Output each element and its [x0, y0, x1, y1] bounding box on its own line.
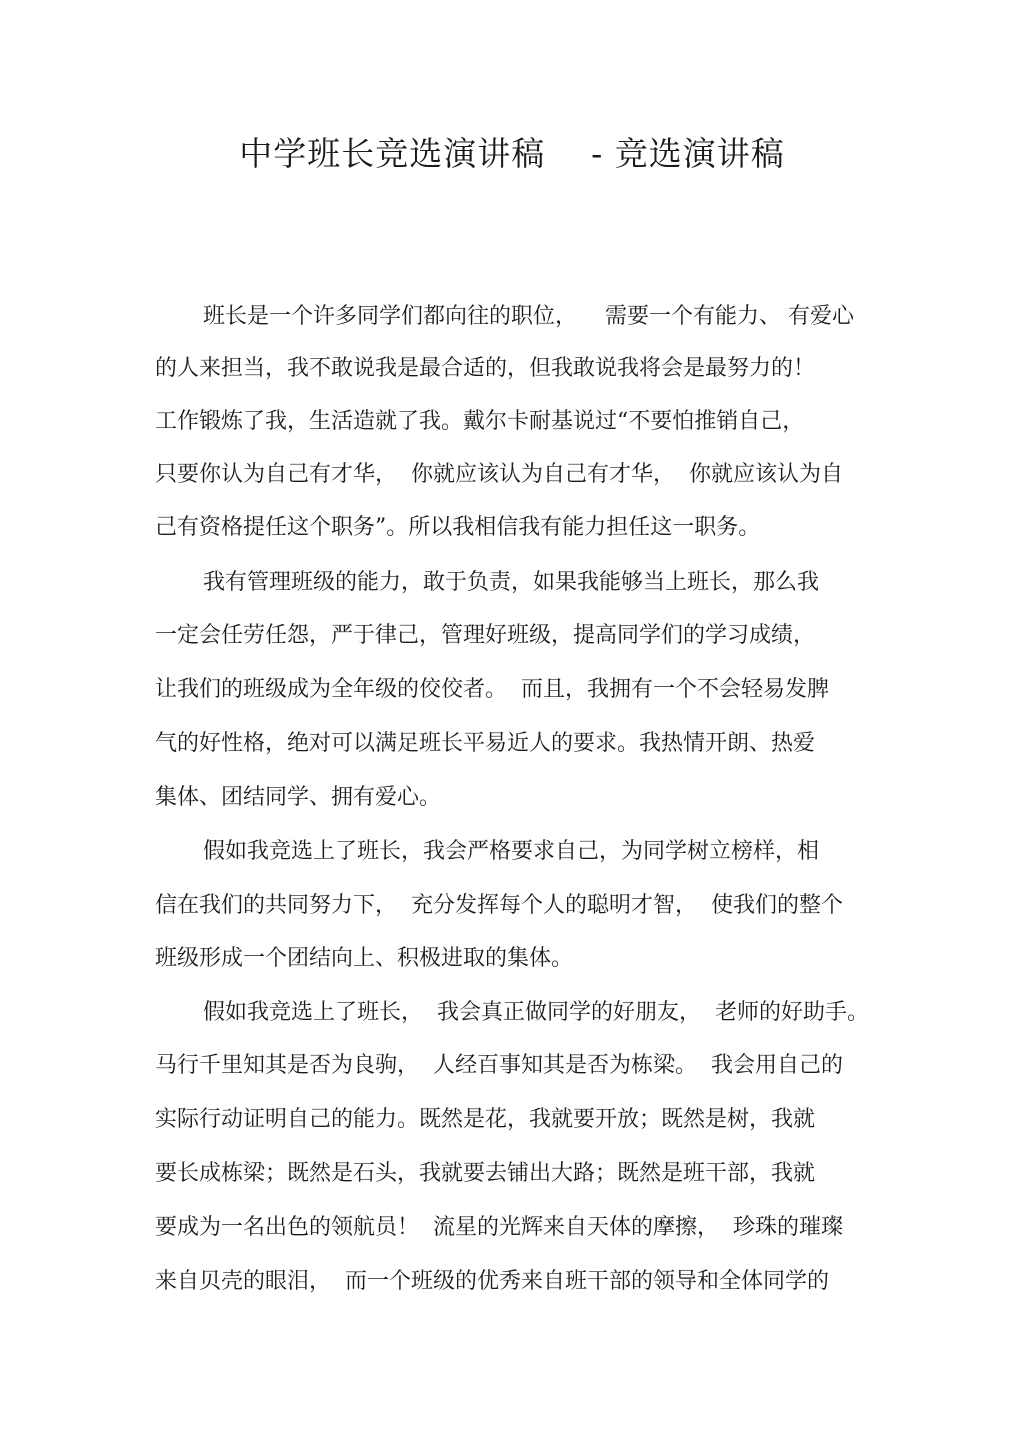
paragraph-2-line-5: 集体、团结同学、拥有爱心。	[155, 785, 442, 810]
document-title: 中学班长竞选演讲稿 - 竞选演讲稿	[239, 134, 785, 173]
paragraph-2-line-4: 气的好性格，绝对可以满足班长平易近人的要求。我热情开朗、热爱	[155, 731, 816, 756]
paragraph-4-line-1: 假如我竞选上了班长， 我会真正做同学的好朋友， 老师的好助手。	[203, 1000, 869, 1025]
paragraph-1-line-1: 班长是一个许多同学们都向往的职位， 需要一个有能力、 有爱心	[203, 304, 854, 329]
paragraph-3-line-1: 假如我竞选上了班长，我会严格要求自己，为同学树立榜样，相	[203, 839, 820, 864]
paragraph-4-line-3: 实际行动证明自己的能力。既然是花，我就要开放；既然是树，我就	[155, 1107, 816, 1132]
paragraph-3-line-2: 信在我们的共同努力下， 充分发挥每个人的聪明才智， 使我们的整个	[155, 893, 843, 918]
paragraph-1-line-4: 只要你认为自己有才华， 你就应该认为自己有才华， 你就应该认为自	[155, 462, 843, 487]
paragraph-1-line-5: 己有资格提任这个职务”。所以我相信我有能力担任这一职务。	[155, 515, 761, 540]
paragraph-2-line-2: 一定会任劳任怨，严于律己，管理好班级，提高同学们的学习成绩，	[155, 623, 816, 648]
paragraph-2-line-3: 让我们的班级成为全年级的佼佼者。 而且，我拥有一个不会轻易发脾	[155, 677, 829, 702]
paragraph-4-line-2: 马行千里知其是否为良驹， 人经百事知其是否为栋梁。 我会用自己的	[155, 1053, 843, 1078]
paragraph-2-line-1: 我有管理班级的能力，敢于负责，如果我能够当上班长，那么我	[203, 570, 820, 595]
paragraph-4-line-4: 要长成栋梁；既然是石头，我就要去铺出大路；既然是班干部，我就	[155, 1161, 816, 1186]
paragraph-1-line-3: 工作锻炼了我，生活造就了我。戴尔卡耐基说过“不要怕推销自己，	[155, 409, 805, 434]
paragraph-4-line-6: 来自贝壳的眼泪， 而一个班级的优秀来自班干部的领导和全体同学的	[155, 1269, 829, 1294]
paragraph-1-line-2: 的人来担当，我不敢说我是最合适的，但我敢说我将会是最努力的！	[155, 356, 816, 381]
paragraph-4-line-5: 要成为一名出色的领航员！ 流星的光辉来自天体的摩擦， 珍珠的璀璨	[155, 1215, 843, 1240]
paragraph-3-line-3: 班级形成一个团结向上、积极进取的集体。	[155, 946, 574, 971]
